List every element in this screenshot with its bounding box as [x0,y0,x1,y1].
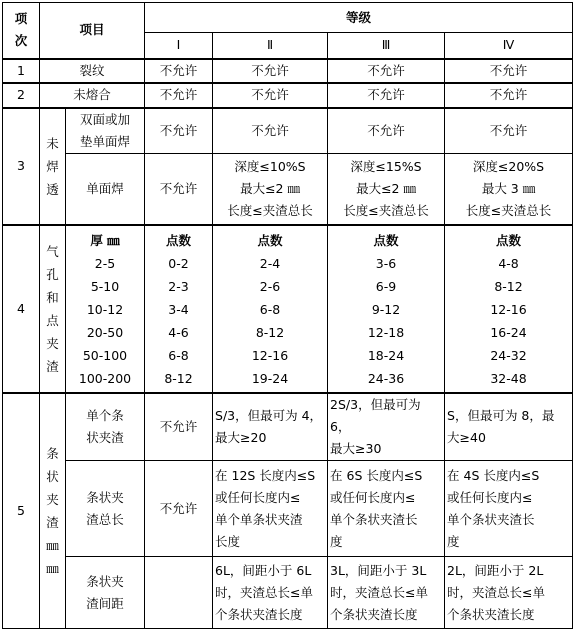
cell-value: 不允许 [145,59,213,83]
value-line: 大≥40 [447,430,486,445]
value-line: 2S/3，但最可为 6， [330,397,421,434]
points-value: 12-16 [251,347,289,363]
category-char: 点 [46,313,59,328]
label-line: 条状夹 [86,489,124,505]
points-header: 点数 [257,232,283,248]
category-char: 渣 [46,515,59,530]
sub-item-label [66,108,145,154]
points-value: 6-8 [168,347,189,363]
value-line: 个条状夹渣长度 [215,606,303,622]
cell-value: 不允许 [145,153,213,225]
category-char: 孔 [46,267,59,282]
table-row [3,108,573,154]
label-line: 条状夹 [86,573,124,589]
value-line: 或任何长度内≤ [215,489,301,505]
weld-quality-table-container [2,2,572,629]
points-value: 24-32 [490,347,527,363]
thickness-value: 20-50 [86,324,124,340]
header-no-char: 次 [14,33,28,49]
thickness-value: 5-10 [90,278,120,294]
cell-value [328,557,445,629]
value-line: 长度≤夹渣总长 [465,202,552,218]
value-line: 单个条状夹渣长 [330,511,418,527]
value-line: 最大≤2 ㎜ [240,180,300,196]
value-line: 最大≥30 [330,441,382,456]
row-no: 4 [3,225,40,393]
points-value: 6-9 [375,278,397,294]
label-line: 渣间距 [86,595,124,611]
value-line: 时，夹渣总长≤单 [447,584,545,600]
points-value: 2-6 [259,278,281,294]
value-line: 度 [447,533,460,549]
row-category [40,225,66,393]
cell-value: 不允许 [145,393,213,461]
cell-value [213,461,328,557]
header-no [3,3,40,59]
points-grade-3 [328,225,445,393]
category-char: 焊 [46,158,59,174]
table-row [3,59,573,83]
grade-3: Ⅲ [328,33,445,59]
category-char: 未 [46,135,59,151]
label-line: 渣总长 [86,511,124,527]
cell-value: 不允许 [445,83,573,108]
label-line: 状夹渣 [86,430,124,445]
points-value: 8-12 [255,324,285,340]
thickness-value: 100-200 [78,370,132,386]
points-value: 8-12 [164,370,193,386]
category-char: ㎜ [46,561,59,576]
value-line: 长度 [215,533,241,549]
points-value: 12-18 [367,324,405,340]
category-char: 夹 [46,336,59,351]
row-no: 1 [3,59,40,83]
table-row [3,225,573,393]
cell-value: 不允许 [145,108,213,154]
label-line: 垫单面焊 [80,133,131,149]
cell-value: 不允许 [213,83,328,108]
cell-value: 不允许 [445,108,573,154]
header-grade: 等级 [145,3,573,33]
value-line: 3L，间距小于 3L [330,562,427,578]
value-line: 时，夹渣总长≤单 [215,584,313,600]
thickness-header: 厚 ㎜ [90,232,120,248]
value-line: 在 12S 长度内≤S [215,467,316,483]
row-item: 裂纹 [40,59,145,83]
cell-value [328,393,445,461]
thickness-value: 50-100 [82,347,128,363]
value-line: 最大≤2 ㎜ [356,180,416,196]
category-char: 夹 [46,492,59,507]
category-char: 条 [46,446,59,461]
cell-value: 不允许 [328,108,445,154]
cell-value: 不允许 [328,83,445,108]
grade-4: Ⅳ [445,33,573,59]
cell-value [328,153,445,225]
cell-value [445,461,573,557]
header-no-char: 项 [14,11,28,27]
cell-value: 不允许 [145,83,213,108]
points-header: 点数 [373,232,399,248]
row-no: 5 [3,393,40,629]
value-line: 个条状夹渣长度 [447,606,535,622]
points-value: 3-6 [375,255,397,271]
cell-value: 不允许 [445,59,573,83]
cell-value: 不允许 [213,108,328,154]
sub-item-label: 单面焊 [66,153,145,225]
row-no: 3 [3,108,40,226]
table-row [3,393,573,461]
value-line: 最大≥20 [215,430,267,445]
cell-value [213,557,328,629]
value-line: 或任何长度内≤ [447,489,533,505]
value-line: 在 4S 长度内≤S [447,467,540,483]
grade-1: Ⅰ [145,33,213,59]
points-value: 4-6 [168,324,189,340]
cell-value: 不允许 [213,59,328,83]
header-row-1 [3,3,573,33]
points-value: 8-12 [494,278,523,294]
category-char: ㎜ [46,538,59,553]
cell-value [145,557,213,629]
table-row [3,461,573,557]
points-value: 6-8 [259,301,281,317]
category-char: 和 [46,290,59,305]
table-row [3,83,573,108]
points-value: 16-24 [490,324,527,340]
category-char: 透 [46,181,59,197]
row-category [40,393,66,629]
cell-value: 不允许 [145,461,213,557]
points-grade-1 [145,225,213,393]
value-line: 单个条状夹渣长 [447,511,535,527]
table-row [3,557,573,629]
value-line: 最大 3 ㎜ [481,180,536,196]
value-line: 或任何长度内≤ [330,489,416,505]
value-line: S/3，但最可为 4， [215,408,323,423]
value-line: 长度≤夹渣总长 [227,202,313,218]
points-header: 点数 [496,232,522,248]
thickness-column [66,225,145,393]
category-char: 渣 [46,359,59,374]
points-grade-2 [213,225,328,393]
points-value: 12-16 [490,301,527,317]
points-value: 19-24 [251,370,289,386]
value-line: 长度≤夹渣总长 [343,202,429,218]
points-value: 18-24 [367,347,405,363]
points-value: 0-2 [168,255,189,271]
cell-value [213,153,328,225]
points-value: 4-8 [498,255,519,271]
thickness-value: 10-12 [86,301,124,317]
grade-2: Ⅱ [213,33,328,59]
value-line: 2L，间距小于 2L [447,562,544,578]
points-value: 24-36 [367,370,405,386]
cell-value [328,461,445,557]
value-line: 在 6S 长度内≤S [330,467,423,483]
category-char: 气 [46,244,59,259]
cell-value: 不允许 [328,59,445,83]
points-value: 9-12 [371,301,401,317]
category-char: 状 [46,469,59,484]
value-line: S，但最可为 8，最 [447,408,555,423]
cell-value [445,153,573,225]
points-value: 2-3 [168,278,189,294]
sub-item-label [66,393,145,461]
value-line: 深度≤20%S [472,158,545,174]
value-line: 深度≤10%S [234,158,306,174]
points-grade-4 [445,225,573,393]
weld-defect-grade-table [2,2,573,629]
value-line: 度 [330,533,343,549]
value-line: 时，夹渣总长≤单 [330,584,428,600]
row-no: 2 [3,83,40,108]
value-line: 深度≤15%S [350,158,422,174]
value-line: 单个单条状夹渣 [215,511,303,527]
points-header: 点数 [166,232,192,248]
points-value: 32-48 [490,370,527,386]
label-line: 单个条 [86,408,124,423]
cell-value [445,393,573,461]
sub-item-label [66,557,145,629]
table-row [3,153,573,225]
header-item: 项目 [40,3,145,59]
cell-value [445,557,573,629]
points-value: 3-4 [168,301,189,317]
value-line: 个条状夹渣长度 [330,606,418,622]
row-category [40,108,66,226]
points-value: 2-4 [259,255,281,271]
row-item: 未熔合 [40,83,145,108]
thickness-value: 2-5 [94,255,116,271]
value-line: 6L，间距小于 6L [215,562,312,578]
cell-value [213,393,328,461]
label-line: 双面或加 [80,111,131,127]
sub-item-label [66,461,145,557]
